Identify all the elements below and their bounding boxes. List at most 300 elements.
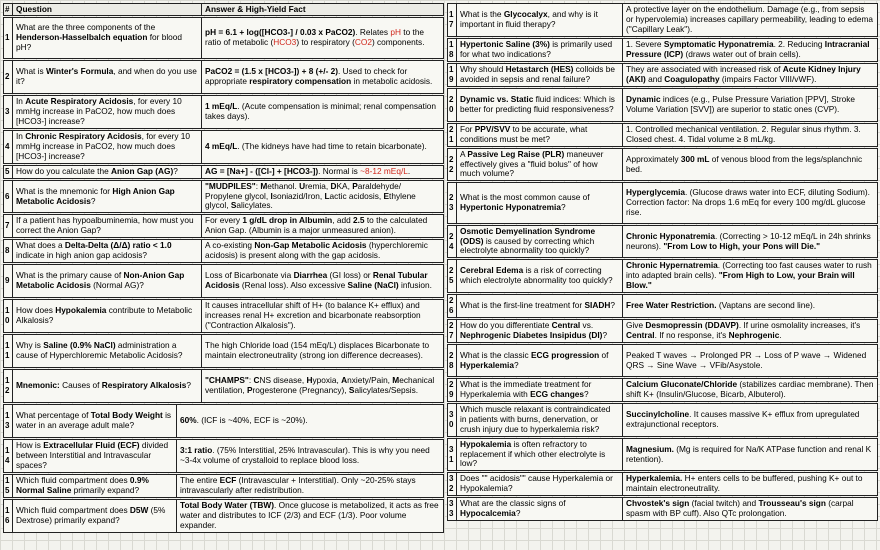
text-segment: ECG progression: [531, 349, 600, 360]
text-segment: for blood pH?: [16, 32, 182, 52]
text-segment: ?: [186, 380, 191, 391]
text-segment: colloids be avoided in sepsis and renal failure?: [460, 64, 615, 84]
table-row: [447, 403, 878, 437]
text-segment: A: [460, 148, 468, 159]
text-segment: (impairs Factor VIII/vWF).: [719, 74, 817, 84]
text-segment: ) components.: [371, 37, 425, 47]
question-cell: [13, 440, 177, 472]
question-cell: [13, 215, 202, 237]
question-cell: [457, 439, 623, 470]
row-number-digit: 0: [449, 105, 454, 114]
row-number-digit: 2: [449, 164, 454, 174]
text-segment: to the ratio of metabolic (: [205, 27, 425, 47]
text-segment: The entire: [180, 475, 220, 486]
text-segment: 3:1 ratio: [180, 445, 213, 456]
answer-cell: [623, 183, 877, 223]
text-segment: Hyperkalemia.: [626, 473, 683, 484]
text-segment: How do you calculate the: [16, 166, 112, 177]
row-number-digit: 1: [449, 40, 454, 50]
table-row: [3, 95, 444, 129]
question-cell: [457, 345, 623, 376]
text-segment: Chronic Hyponatremia: [626, 230, 715, 241]
text-segment: 300 mL: [680, 153, 710, 164]
row-number-digit: 2: [449, 193, 454, 203]
row-number-digit: 1: [449, 135, 454, 144]
text-segment: Total Body Water (TBW): [180, 500, 275, 511]
answer-cell: [623, 124, 877, 146]
text-segment: Causes of: [59, 380, 102, 391]
text-segment: Mnemonic:: [16, 380, 60, 391]
row-number-digit: 4: [449, 241, 454, 251]
table-row: [447, 259, 878, 293]
row-number: [4, 96, 13, 128]
text-segment: Succinylcholine: [626, 409, 690, 420]
text-segment: A protective layer on the endothelium. Damage (e.g., from sepsis or hypervolemia) increases capillary permeability, leading to edema ("Capillary Leak").: [626, 4, 874, 34]
text-segment: (5% Dextrose) primarily expand?: [16, 505, 166, 525]
table-row: [3, 264, 444, 298]
text-segment: If a patient has hypoalbuminemia, how must you correct the Anion Gap?: [16, 215, 194, 235]
text-segment: (hyperchloremic acidosis) is present along with the gap acidosis.: [205, 240, 428, 260]
text-segment: infusion.: [398, 280, 432, 290]
text-segment: M: [260, 180, 268, 191]
row-number-digit: 3: [5, 107, 10, 117]
text-segment: "MUDPILES": [205, 180, 256, 191]
text-segment: H: [306, 375, 313, 386]
row-number: [4, 166, 13, 178]
text-segment: . (Acute compensation is minimal; renal compensation takes days).: [205, 101, 437, 121]
table-row: [3, 404, 444, 438]
row-number-digit: 1: [5, 351, 10, 360]
row-number: [4, 215, 13, 237]
text-segment: Does "" acidosis"" cause Hyperkalemia or Hypokalemia?: [460, 473, 613, 493]
header-answer: Answer & High-Yield Fact: [205, 3, 306, 14]
answer-cell: [202, 265, 443, 297]
row-number-digit: 1: [5, 411, 10, 421]
text-segment: Acute Kidney Injury (AKI): [626, 64, 861, 84]
text-segment: echanical ventilation,: [205, 375, 435, 395]
text-segment: ECF: [219, 475, 237, 486]
text-segment: , and when do you use it?: [16, 66, 197, 86]
text-segment: SIADH: [584, 300, 611, 311]
row-number: [448, 183, 457, 223]
text-segment: CO2: [354, 37, 372, 47]
row-number: [448, 226, 457, 257]
text-segment: It causes intracellular shift of H+ (to balance K+ efflux) and increases renal H+ excretion and bicarbonate reabsorption ("Contraction Alkalosis").: [205, 300, 421, 330]
row-number: [4, 475, 13, 497]
text-segment: "CHAMPS": [205, 375, 249, 386]
text-segment: indices (e.g., Pulse Pressure Variation [PPV], Stroke Volume Variation [SVV]) are superior to static ones (CVP).: [626, 94, 856, 114]
question-cell: [457, 149, 623, 180]
answer-cell: [623, 439, 877, 470]
table-row: [447, 319, 878, 343]
header-question: Question: [13, 4, 202, 15]
row-number: [448, 320, 457, 342]
text-segment: and: [645, 74, 665, 84]
text-segment: What does a: [16, 240, 65, 251]
text-segment: maneuver effectively gives a "fluid bolus" of how much volume?: [460, 148, 604, 179]
row-number-digit: 1: [5, 33, 10, 43]
answer-cell: [202, 61, 443, 93]
text-segment: Hyperglycemia: [626, 187, 686, 198]
table-row: [447, 225, 878, 258]
answer-cell: [202, 181, 443, 212]
row-number-digit: 9: [449, 390, 454, 399]
text-segment: PaCO2 = (1.5 x [HCO3-]) + 8 (+/- 2): [205, 66, 339, 77]
answer-cell: [177, 440, 443, 472]
row-number: [448, 89, 457, 121]
table-row: [3, 17, 444, 59]
answer-cell: [202, 335, 443, 367]
text-segment: 1. Severe: [626, 39, 664, 50]
text-segment: of: [599, 349, 609, 360]
row-number-digit: 1: [449, 10, 454, 20]
text-segment: Winter's Formula: [45, 66, 114, 77]
text-segment: Diarrhea: [293, 270, 328, 281]
text-segment: The high Chloride load (154 mEq/L) displaces Bicarbonate to maintain electroneutrality (strong ion difference decreases).: [205, 340, 430, 360]
row-number: [448, 295, 457, 317]
text-segment: What percentage of: [16, 410, 91, 421]
text-segment: What is the classic: [460, 349, 532, 360]
text-segment: ) to respiratory (: [296, 37, 355, 47]
question-cell: [457, 320, 623, 342]
text-segment: respiratory compensation: [249, 76, 352, 86]
row-number-digit: 8: [5, 246, 10, 256]
question-cell: [457, 39, 623, 61]
text-segment: In: [16, 96, 26, 107]
row-number-digit: 1: [449, 454, 454, 464]
text-segment: in metabolic acidosis.: [351, 76, 433, 86]
text-segment: Passive Leg Raise (PLR): [467, 148, 565, 159]
table-row: [447, 148, 878, 181]
answer-cell: [177, 475, 443, 497]
text-segment: Acute Respiratory Acidosis: [25, 96, 134, 107]
text-segment: Loss of Bicarbonate via: [205, 270, 294, 281]
text-segment: (Mg is required for Na/K ATPase function and renal K retention).: [626, 443, 872, 464]
text-segment: is primarily used for what two indications?: [460, 39, 613, 59]
row-number-digit: 2: [5, 386, 10, 395]
answer-cell: [623, 295, 877, 317]
text-segment: Hypertonic Hyponatremia: [460, 202, 561, 212]
text-segment: PPV/SVV: [474, 124, 511, 135]
row-number-digit: 2: [5, 72, 10, 82]
row-number-digit: 9: [449, 75, 454, 84]
table-row: [447, 123, 878, 147]
text-segment: 1 mEq/L: [205, 101, 238, 112]
row-number: [448, 4, 457, 36]
row-number-digit: 1: [5, 506, 10, 516]
text-segment: How is: [16, 440, 44, 451]
row-number-digit: 8: [449, 360, 454, 370]
question-cell: [457, 473, 623, 495]
text-segment: What is the most common cause of: [460, 192, 590, 203]
row-number: [448, 498, 457, 520]
text-segment: What is the mnemonic for: [16, 185, 113, 196]
text-segment: What are the classic signs of: [460, 498, 566, 509]
text-segment: Hypertonic Saline (3%): [460, 39, 550, 50]
text-segment: A: [341, 375, 348, 386]
row-number-digit: 2: [449, 380, 454, 390]
row-number: [4, 405, 13, 437]
question-cell: [13, 18, 202, 58]
text-segment: Intracranial Pressure (ICP): [626, 39, 870, 59]
row-number-digit: 2: [449, 321, 454, 331]
text-segment: Chvostek's sign: [626, 498, 690, 509]
text-segment: Trousseau's sign: [758, 498, 826, 509]
row-number-digit: 3: [449, 474, 454, 484]
row-number-digit: 9: [5, 276, 10, 286]
text-segment: . Used to check for appropriate: [205, 66, 408, 86]
row-number-digit: 1: [5, 306, 10, 316]
row-number: [4, 265, 13, 297]
answer-cell: [202, 131, 443, 163]
text-segment: High Anion Gap Metabolic Acidosis: [16, 185, 175, 206]
text-segment: . (The kidneys have had time to retain bicarbonate).: [237, 141, 427, 152]
text-segment: ~8-12 mEq/L: [360, 166, 408, 177]
text-segment: ?: [173, 166, 178, 177]
text-segment: contribute to Metabolic Alkalosis?: [16, 305, 193, 325]
text-segment: nxiety/Pain,: [347, 375, 393, 386]
text-segment: Non-Anion Gap Metabolic Acidosis: [16, 270, 185, 290]
row-number-digit: 0: [449, 420, 454, 429]
text-segment: Approximately: [626, 153, 681, 164]
answer-cell: [623, 39, 877, 61]
row-number: [4, 240, 13, 262]
text-segment: Anion Gap (AG): [111, 166, 174, 177]
text-segment: alicylates/Sepsis.: [354, 385, 419, 395]
text-segment: indicate in high anion gap acidosis?: [16, 250, 148, 260]
question-cell: [457, 260, 623, 292]
text-segment: , add: [332, 215, 354, 226]
answer-cell: [623, 404, 877, 436]
text-segment: Cerebral Edema: [460, 265, 524, 276]
text-segment: remia,: [305, 180, 331, 191]
text-segment: Osmotic Demyelination Syndrome (ODS): [460, 225, 596, 246]
text-segment: . (Correcting > 10-12 mEq/L in 24h shrinks neurons).: [626, 230, 871, 251]
text-segment: :: [248, 375, 254, 386]
row-number-digit: 2: [449, 350, 454, 360]
text-segment: Saline (NaCl): [347, 280, 399, 290]
text-segment: Dynamic vs. Static: [460, 94, 534, 105]
text-segment: Glycocalyx: [503, 9, 548, 20]
row-number: [4, 500, 13, 532]
text-segment: M: [392, 375, 400, 386]
table-row: [3, 239, 444, 263]
text-segment: What is the immediate treatment for Hyperkalemia with: [460, 379, 592, 399]
row-number: [448, 39, 457, 61]
text-segment: E: [383, 190, 390, 201]
text-segment: Respiratory Alkalosis: [101, 380, 187, 391]
text-segment: actic acidosis,: [329, 190, 384, 201]
table-row: [447, 3, 878, 37]
answer-cell: [623, 320, 877, 342]
text-segment: D5W: [129, 505, 149, 516]
question-cell: [457, 295, 623, 317]
text-segment: primarily expand?: [71, 485, 140, 495]
question-cell: [13, 265, 202, 297]
answer-cell: [177, 500, 443, 532]
text-segment: "From Low to High, your Pons will Die.": [663, 240, 821, 251]
table-row: [447, 63, 878, 87]
row-number-digit: 2: [449, 95, 454, 105]
text-segment: Desmopressin (DDAVP): [645, 320, 739, 331]
text-segment: Hypokalemia: [55, 305, 107, 316]
row-number-digit: 8: [449, 50, 454, 59]
text-segment: How do you differentiate: [460, 320, 552, 331]
text-segment: thylene glycol,: [205, 190, 416, 211]
answer-cell: [623, 149, 877, 180]
text-segment: H+ enters cells to be buffered, pushing K+ out to maintain electroneutrality.: [626, 473, 863, 493]
text-segment: rogesterone (Pregnancy),: [252, 385, 349, 395]
row-number-digit: 2: [449, 231, 454, 241]
text-segment: Coagulopathy: [664, 74, 720, 84]
row-number-digit: 2: [449, 484, 454, 493]
text-segment: . (Glucose draws water into ECF, diluting Sodium). Correction factor: Na drops 1.6 mEq for every 100 mg/dL glucose rise.: [626, 187, 870, 217]
text-segment: What is the: [460, 9, 504, 20]
row-number-digit: 6: [449, 306, 454, 315]
text-segment: S: [348, 385, 355, 395]
text-segment: Nephrogenic Diabetes Insipidus (DI): [460, 330, 603, 340]
question-cell: [13, 500, 177, 532]
row-number: [448, 124, 457, 146]
row-number-digit: 2: [449, 266, 454, 276]
question-cell: [457, 498, 623, 520]
answer-cell: [623, 4, 877, 36]
answer-cell: [623, 226, 877, 257]
row-number: [448, 404, 457, 436]
question-cell: [457, 89, 623, 121]
text-segment: Hetastarch (HES): [505, 64, 574, 75]
table-header: [3, 3, 444, 16]
text-segment: Nephrogenic: [728, 330, 780, 340]
text-segment: Dynamic: [626, 94, 661, 105]
answer-cell: [177, 405, 443, 437]
text-segment: ?: [515, 508, 521, 518]
right-column: [447, 3, 878, 522]
row-number-digit: 6: [5, 516, 10, 525]
row-number-digit: 2: [449, 125, 454, 135]
text-segment: Extracellular Fluid (ECF): [43, 440, 140, 451]
text-segment: Total Body Weight: [90, 410, 163, 421]
answer-cell: [623, 498, 877, 520]
row-number-digit: 1: [5, 376, 10, 386]
text-segment: "From High to Low, your Brain will Blow.": [626, 270, 855, 290]
table-row: [447, 182, 878, 224]
table-row: [3, 369, 444, 403]
row-number: [448, 379, 457, 401]
row-number-digit: 3: [449, 499, 454, 509]
text-segment: is often refractory to replacement if which other electrolyte is low?: [460, 438, 606, 469]
text-segment: Why should: [460, 64, 506, 75]
question-cell: [13, 370, 202, 402]
row-number: [448, 260, 457, 292]
text-segment: ?: [602, 330, 608, 340]
text-segment: to the calculated Anion Gap. (Albumin is a major unmeasured anion).: [205, 215, 428, 235]
text-segment: What is the primary cause of: [16, 270, 124, 281]
text-segment: .: [779, 330, 782, 340]
text-segment: araldehyde/ Propylene glycol,: [205, 180, 402, 201]
text-segment: (Vaptans are second line).: [716, 300, 816, 311]
text-segment: soniazid/Iron,: [272, 190, 325, 201]
question-cell: [457, 183, 623, 223]
answer-cell: [202, 215, 443, 237]
text-segment: Delta-Delta (Δ/Δ) ratio < 1.0: [64, 240, 172, 251]
left-column: [3, 3, 444, 534]
text-segment: Free Water Restriction.: [626, 300, 717, 311]
text-segment: fluid indices: Which is better for predicting fluid responsiveness?: [460, 94, 615, 114]
text-segment: Renal Tubular Acidosis: [205, 270, 428, 290]
text-segment: For every: [205, 215, 243, 226]
text-segment: What is: [16, 66, 46, 77]
table-row: [3, 214, 444, 238]
answer-cell: [202, 18, 443, 58]
row-number: [4, 18, 13, 58]
table-row: [447, 344, 878, 377]
question-cell: [13, 335, 202, 367]
text-segment: Hyperkalemia: [460, 359, 514, 370]
text-segment: pH = 6.1 + log([HCO3-] / 0.03 x PaCO2): [205, 27, 356, 38]
answer-cell: [623, 379, 877, 401]
row-number-digit: 4: [5, 456, 10, 465]
row-number-digit: 7: [5, 221, 10, 231]
text-segment: Symptomatic Hyponatremia: [663, 39, 774, 50]
row-number: [448, 345, 457, 376]
text-segment: (draws water out of brain cells).: [683, 49, 801, 59]
row-number-digit: 1: [5, 341, 10, 351]
text-segment: Which fluid compartment does: [16, 505, 130, 516]
text-segment: , for every 10 mmHg increase in PaCO2, how much does [HCO3-] increase?: [16, 96, 182, 126]
row-number: [448, 64, 457, 86]
text-segment: to be accurate, what conditions must be met?: [460, 124, 588, 144]
row-number-digit: 3: [449, 410, 454, 420]
answer-cell: [623, 89, 877, 121]
text-segment: NS disease,: [259, 375, 307, 386]
text-segment: 2.5: [353, 215, 365, 226]
table-row: [3, 165, 444, 179]
row-number-digit: 6: [5, 191, 10, 201]
table-row: [447, 88, 878, 122]
text-segment: D: [330, 180, 337, 191]
text-segment: How does: [16, 305, 56, 316]
text-segment: ethanol.: [267, 180, 300, 191]
text-segment: (GI loss) or: [327, 270, 373, 281]
text-segment: is caused by correcting which electrolyte abnormality too quickly?: [460, 235, 595, 256]
row-number: [4, 440, 13, 472]
text-segment: Give: [626, 320, 646, 331]
header-num: #: [4, 4, 13, 15]
question-cell: [13, 96, 202, 128]
text-segment: AG = [Na+] - ([Cl-] + [HCO3-]): [205, 166, 319, 177]
text-segment: (Normal AG)?: [90, 280, 144, 290]
question-cell: [13, 475, 177, 497]
text-segment: Chronic Respiratory Acidosis: [25, 131, 142, 142]
text-segment: . If urine osmolality increases, it's: [738, 320, 861, 331]
text-segment: alicylates.: [236, 200, 273, 211]
text-segment: 1 g/dL drop in Albumin: [242, 215, 333, 226]
text-segment: L: [324, 190, 330, 201]
table-row: [3, 299, 444, 333]
row-number-digit: 5: [5, 167, 10, 177]
answer-cell: [202, 300, 443, 332]
text-segment: is water in an average adult male?: [16, 410, 172, 430]
text-segment: KA,: [336, 180, 353, 191]
row-number-digit: 5: [5, 486, 10, 495]
text-segment: 1. Controlled mechanical ventilation. 2. Regular sinus rhythm. 3. Closed chest. 4. Tidal volume ≥ 8 mL/kg.: [626, 124, 861, 144]
text-segment: Henderson-Hasselbalch equation: [16, 32, 148, 43]
table-row: [447, 497, 878, 521]
text-segment: (stabilizes cardiac membrane). Then shift K+ (Insulin/Glucose, Bicarb, Albuterol).: [626, 379, 874, 399]
answer-cell: [623, 260, 877, 292]
question-cell: [13, 181, 202, 212]
